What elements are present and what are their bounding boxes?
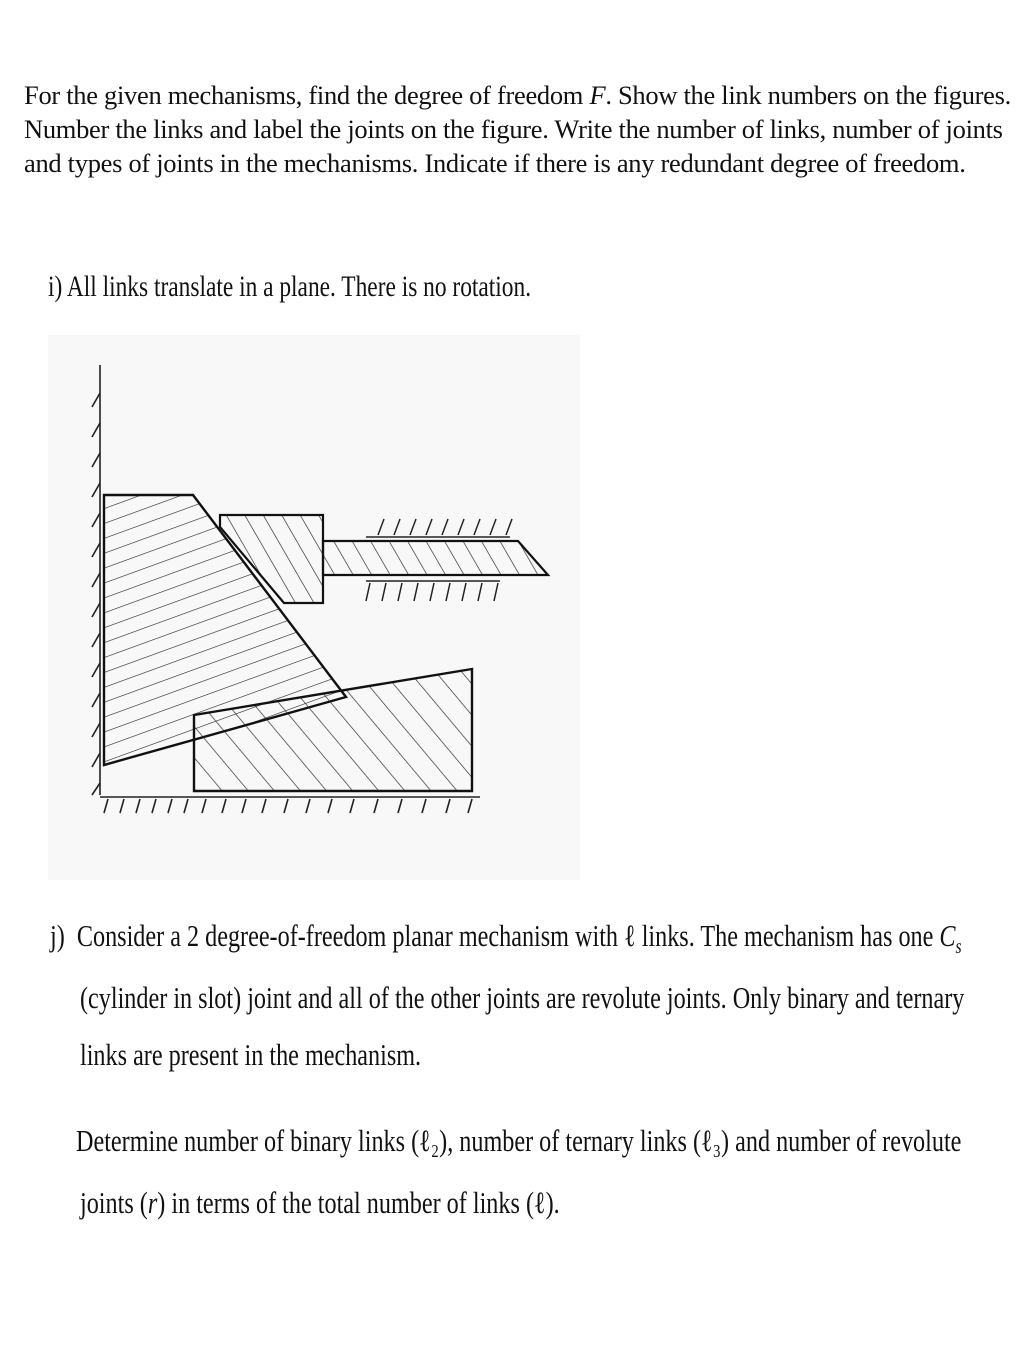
link-slider-rod — [323, 541, 548, 575]
intro-line-3: and types of joints in the mechanisms. Indicate if there is any redundant degree of freedom. — [24, 148, 966, 178]
part-j-question-line-2: joints (r) in terms of the total number of links (ℓ). — [80, 1185, 560, 1220]
part-j-label: j) — [50, 918, 65, 953]
part-j-line-3: links are present in the mechanism. — [80, 1037, 422, 1072]
problem-intro — [24, 78, 1009, 180]
mechanism-figure — [48, 335, 580, 880]
intro-line-2: Number the links and label the joints on the figure. Write the number of links, number of joints — [24, 114, 1003, 144]
part-j-line-1: j) Consider a 2 degree-of-freedom planar mechanism with ℓ links. The mechanism has one $C_s$ — [50, 918, 962, 959]
intro-line-1: For the given mechanisms, find the degree of freedom F. Show the link numbers on the figures. — [24, 80, 1011, 110]
part-i-heading: i) All links translate in a plane. There is no rotation. — [48, 270, 532, 303]
var-r: r — [147, 1185, 158, 1220]
cs-symbol: $C_s$ — [939, 918, 962, 959]
var-F: F — [589, 80, 606, 110]
part-j-question-line-1: Determine number of binary links (ℓ₂), number of ternary links (ℓ₃) and number of revolute — [76, 1123, 962, 1158]
part-j-line-2: (cylinder in slot) joint and all of the other joints are revolute joints. Only binary and ternary — [80, 980, 965, 1015]
